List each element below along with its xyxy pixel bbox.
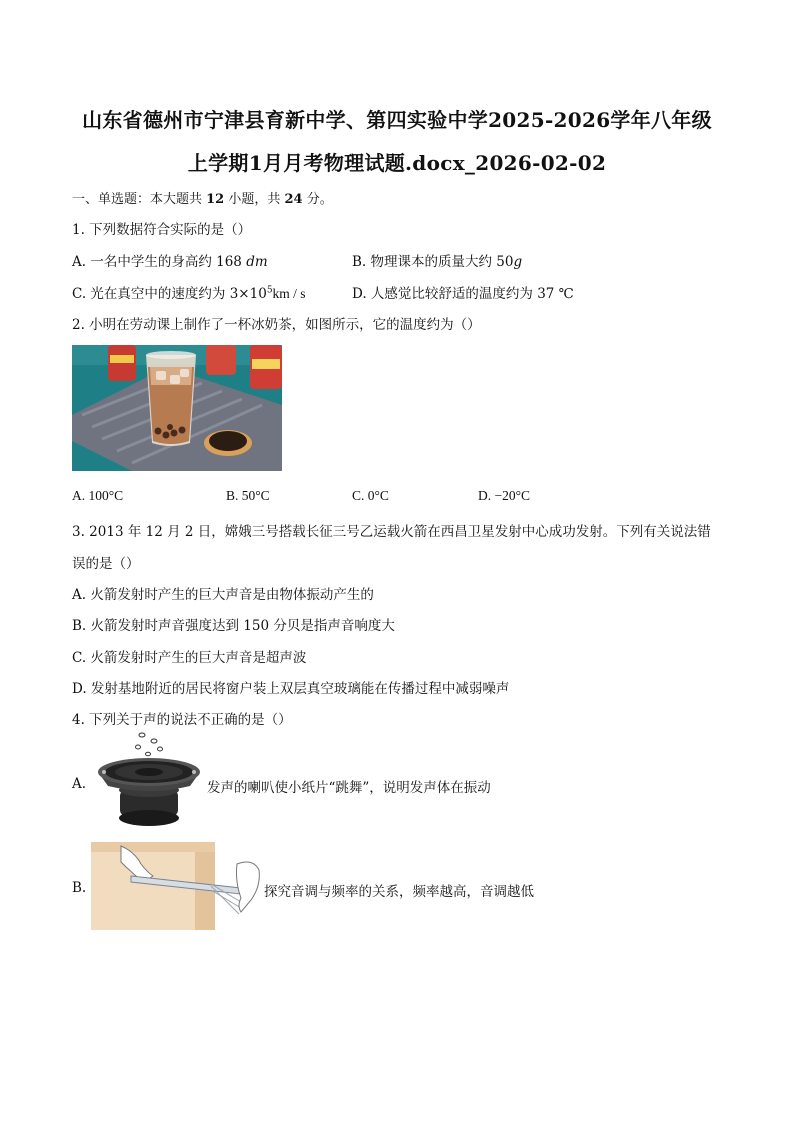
question-2-option-a: A. 100°C bbox=[72, 488, 124, 503]
question-4-stem: 4. 下列关于声的说法不正确的是（） bbox=[72, 712, 292, 728]
question-3-option-c: C. 火箭发射时产生的巨大声音是超声波 bbox=[72, 650, 307, 666]
ruler-on-table-figure bbox=[91, 842, 263, 930]
question-4-option-b-label: B. bbox=[72, 880, 87, 896]
question-3-option-a: A. 火箭发射时产生的巨大声音是由物体振动产生的 bbox=[72, 587, 374, 603]
question-4-option-a-label: A. bbox=[72, 776, 87, 792]
question-2-option-b: B. 50°C bbox=[226, 488, 270, 503]
iced-milk-tea-photo bbox=[72, 345, 282, 471]
question-2-option-d: D. −20°C bbox=[478, 488, 531, 503]
question-1-stem: 1. 下列数据符合实际的是（） bbox=[72, 222, 252, 238]
question-4-option-b-text: 探究音调与频率的关系，频率越高，音调越低 bbox=[264, 884, 534, 900]
question-3-option-b: B. 火箭发射时声音强度达到 150 分贝是指声音响度大 bbox=[72, 618, 395, 634]
document-title-line-2: 上学期1月月考物理试题.docx_2026-02-02 bbox=[187, 151, 607, 175]
question-1-option-a: A. 一名中学生的身高约 168 dm bbox=[72, 254, 268, 270]
document-title-line-1: 山东省德州市宁津县育新中学、第四实验中学2025-2026学年八年级 bbox=[82, 108, 712, 132]
question-4-option-a-text: 发声的喇叭使小纸片“跳舞”，说明发声体在振动 bbox=[207, 780, 491, 796]
question-3-stem-line-2: 误的是（） bbox=[72, 556, 140, 572]
section-heading: 一、单选题：本大题共 12 小题，共 24 分。 bbox=[72, 192, 333, 207]
speaker-paper-bits-figure bbox=[94, 730, 204, 828]
question-1-option-d: D. 人感觉比较舒适的温度约为 37 ℃ bbox=[352, 286, 574, 302]
question-2-stem: 2. 小明在劳动课上制作了一杯冰奶茶，如图所示，它的温度约为（） bbox=[72, 317, 481, 333]
question-1-option-b: B. 物理课本的质量大约 50g bbox=[352, 254, 523, 270]
question-3-option-d: D. 发射基地附近的居民将窗户装上双层真空玻璃能在传播过程中减弱噪声 bbox=[72, 681, 510, 697]
question-2-option-c: C. 0°C bbox=[352, 488, 389, 503]
question-1-option-c: C. 光在真空中的速度约为 $3\times 10^5km / s$ bbox=[72, 285, 306, 302]
question-3-stem-line-1: 3. 2013 年 12 月 2 日，嫦娥三号搭载长征三号乙运载火箭在西昌卫星发射中心成功发射。下列有关说法错 bbox=[72, 524, 711, 540]
